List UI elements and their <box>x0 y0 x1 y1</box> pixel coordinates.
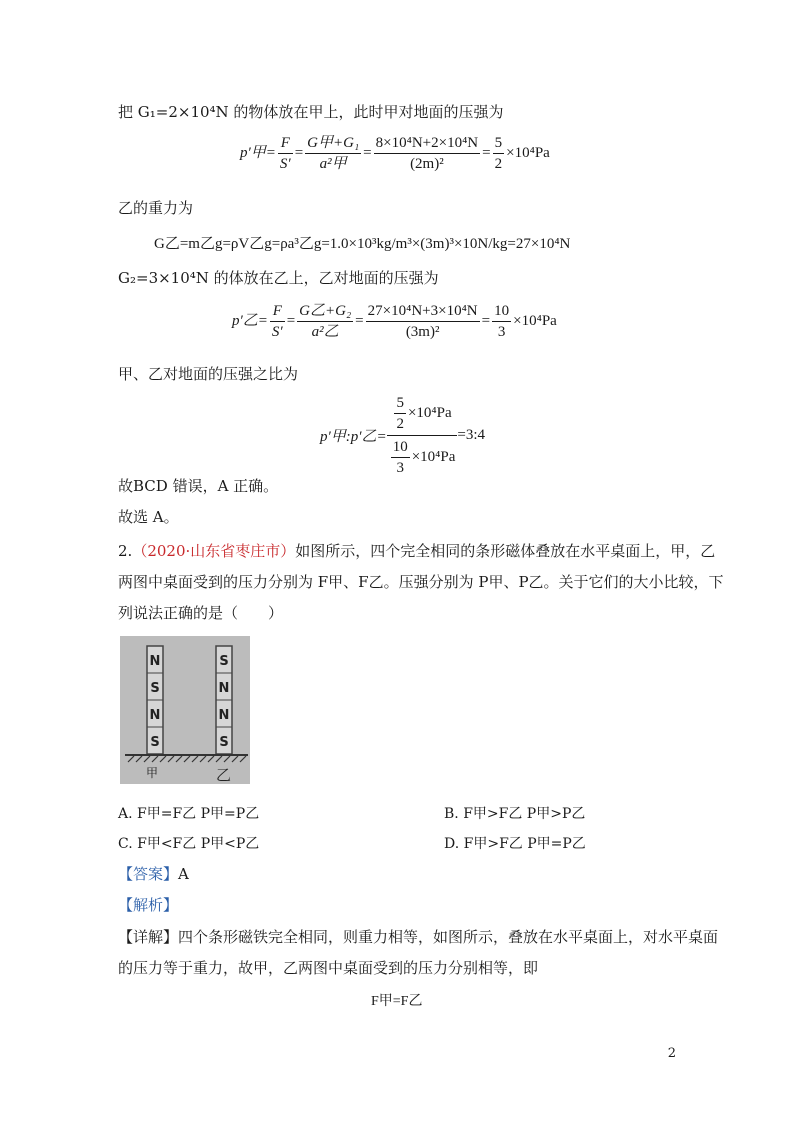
compound-fraction: $\frac{5}{2}$ ×10⁴Pa $\frac{10}{3}$ ×10⁴Pa <box>387 394 458 477</box>
fraction: $\frac{\text{G乙+G₂}}{\text{a²乙}}$ <box>299 303 352 340</box>
text-line: G₂=3×10⁴N 的体放在乙上，乙对地面的压强为 <box>118 269 439 287</box>
answer-value: A <box>178 865 189 883</box>
text-line: 的压力等于重力，故甲，乙两图中桌面受到的压力分别相等，即 <box>118 959 539 977</box>
text-line: 乙的重力为 <box>118 199 194 217</box>
analysis-label: 【解析】 <box>118 896 179 914</box>
page-number: 2 <box>667 1046 676 1061</box>
detail-line: 【详解】四个条形磁铁完全相同，则重力相等，如图所示，叠放在水平桌面上，对水平桌面 <box>118 928 719 946</box>
text-line: 故选 A。 <box>118 508 179 526</box>
pole-label: N <box>218 681 230 696</box>
text-line: 把 G₁=2×10⁴N 的物体放在甲上，此时甲对地面的压强为 <box>118 103 504 121</box>
answer-label: 【答案】 <box>118 865 179 883</box>
equation-p-jia: p′甲= $\frac{F}{S'}$ = $\frac{\text{G甲+G₁}}{\text{a²甲}}$ = $\frac{\text{8×10⁴N+2×10⁴N}}{\text{(2m)²}}$ = $\frac{5}{2}$ ×10⁴Pa <box>240 135 550 172</box>
right-magnet-labels <box>216 648 232 756</box>
detail-label: 【详解】 <box>118 928 179 946</box>
magnet-figure <box>120 636 250 784</box>
fraction: $\frac{\text{G甲+G₁}}{\text{a²甲}}$ <box>307 135 360 172</box>
option-d: D. F甲>F乙 P甲=P乙 <box>444 836 586 852</box>
left-magnet-labels <box>147 648 163 756</box>
pole-label: N <box>149 654 161 669</box>
eq-lhs: p′甲= <box>240 144 276 161</box>
fraction: $\frac{F}{S'}$ <box>271 303 283 340</box>
analysis-line <box>118 895 178 915</box>
pole-label: S <box>150 681 160 696</box>
text-line: 列说法正确的是（ ） <box>118 604 284 622</box>
pole-label: S <box>150 735 160 750</box>
fraction: $\frac{F}{S'}$ <box>279 135 291 172</box>
question-source: （2020·山东省枣庄市） <box>132 542 296 560</box>
fraction: $\frac{\text{27×10⁴N+3×10⁴N}}{\text{(3m)²}}$ <box>367 303 478 340</box>
pole-label: S <box>219 735 229 750</box>
text-line: 故BCD 错误，A 正确。 <box>118 477 279 495</box>
answer-line <box>118 864 189 884</box>
equation-p-yi: p′乙= $\frac{F}{S'}$ = $\frac{\text{G乙+G₂}}{\text{a²乙}}$ = $\frac{\text{27×10⁴N+3×10⁴N}}{\text{(3m)²}}$ = $\frac{10}{3}$ ×10⁴Pa <box>232 303 557 340</box>
figure-label-yi: 乙 <box>216 766 232 784</box>
fraction: $\frac{10}{3}$ <box>494 303 510 340</box>
option-c: C. F甲<F乙 P甲<P乙 <box>118 836 260 852</box>
pole-label: N <box>149 708 161 723</box>
figure-label-jia: 甲 <box>146 766 159 780</box>
pole-label: S <box>219 654 229 669</box>
fraction: $\frac{\text{8×10⁴N+2×10⁴N}}{\text{(2m)²}}$ <box>375 135 479 172</box>
fraction: $\frac{5}{2}$ <box>494 135 503 172</box>
option-b: B. F甲>F乙 P甲>P乙 <box>444 806 586 822</box>
final-equation: F甲=F乙 <box>371 994 423 1009</box>
question-2-stem: 2.（2020·山东省枣庄市）如图所示，四个完全相同的条形磁体叠放在水平桌面上，甲，乙 <box>118 542 716 560</box>
pole-label: N <box>218 708 230 723</box>
text-line: 两图中桌面受到的压力分别为 F甲、F乙。压强分别为 P甲、P乙。关于它们的大小比较，下 <box>118 573 724 591</box>
option-a: A. F甲=F乙 P甲=P乙 <box>118 806 260 822</box>
equation-g-yi: G乙=m乙g=ρV乙g=ρa³乙g=1.0×10³kg/m³×(3m)³×10N/kg=27×10⁴N <box>154 236 571 252</box>
equation-ratio: p′甲:p′乙= $\frac{5}{2}$ ×10⁴Pa $\frac{10}{3}$ ×10⁴Pa =3:4 <box>320 395 486 476</box>
text-line: 甲、乙对地面的压强之比为 <box>118 365 299 383</box>
